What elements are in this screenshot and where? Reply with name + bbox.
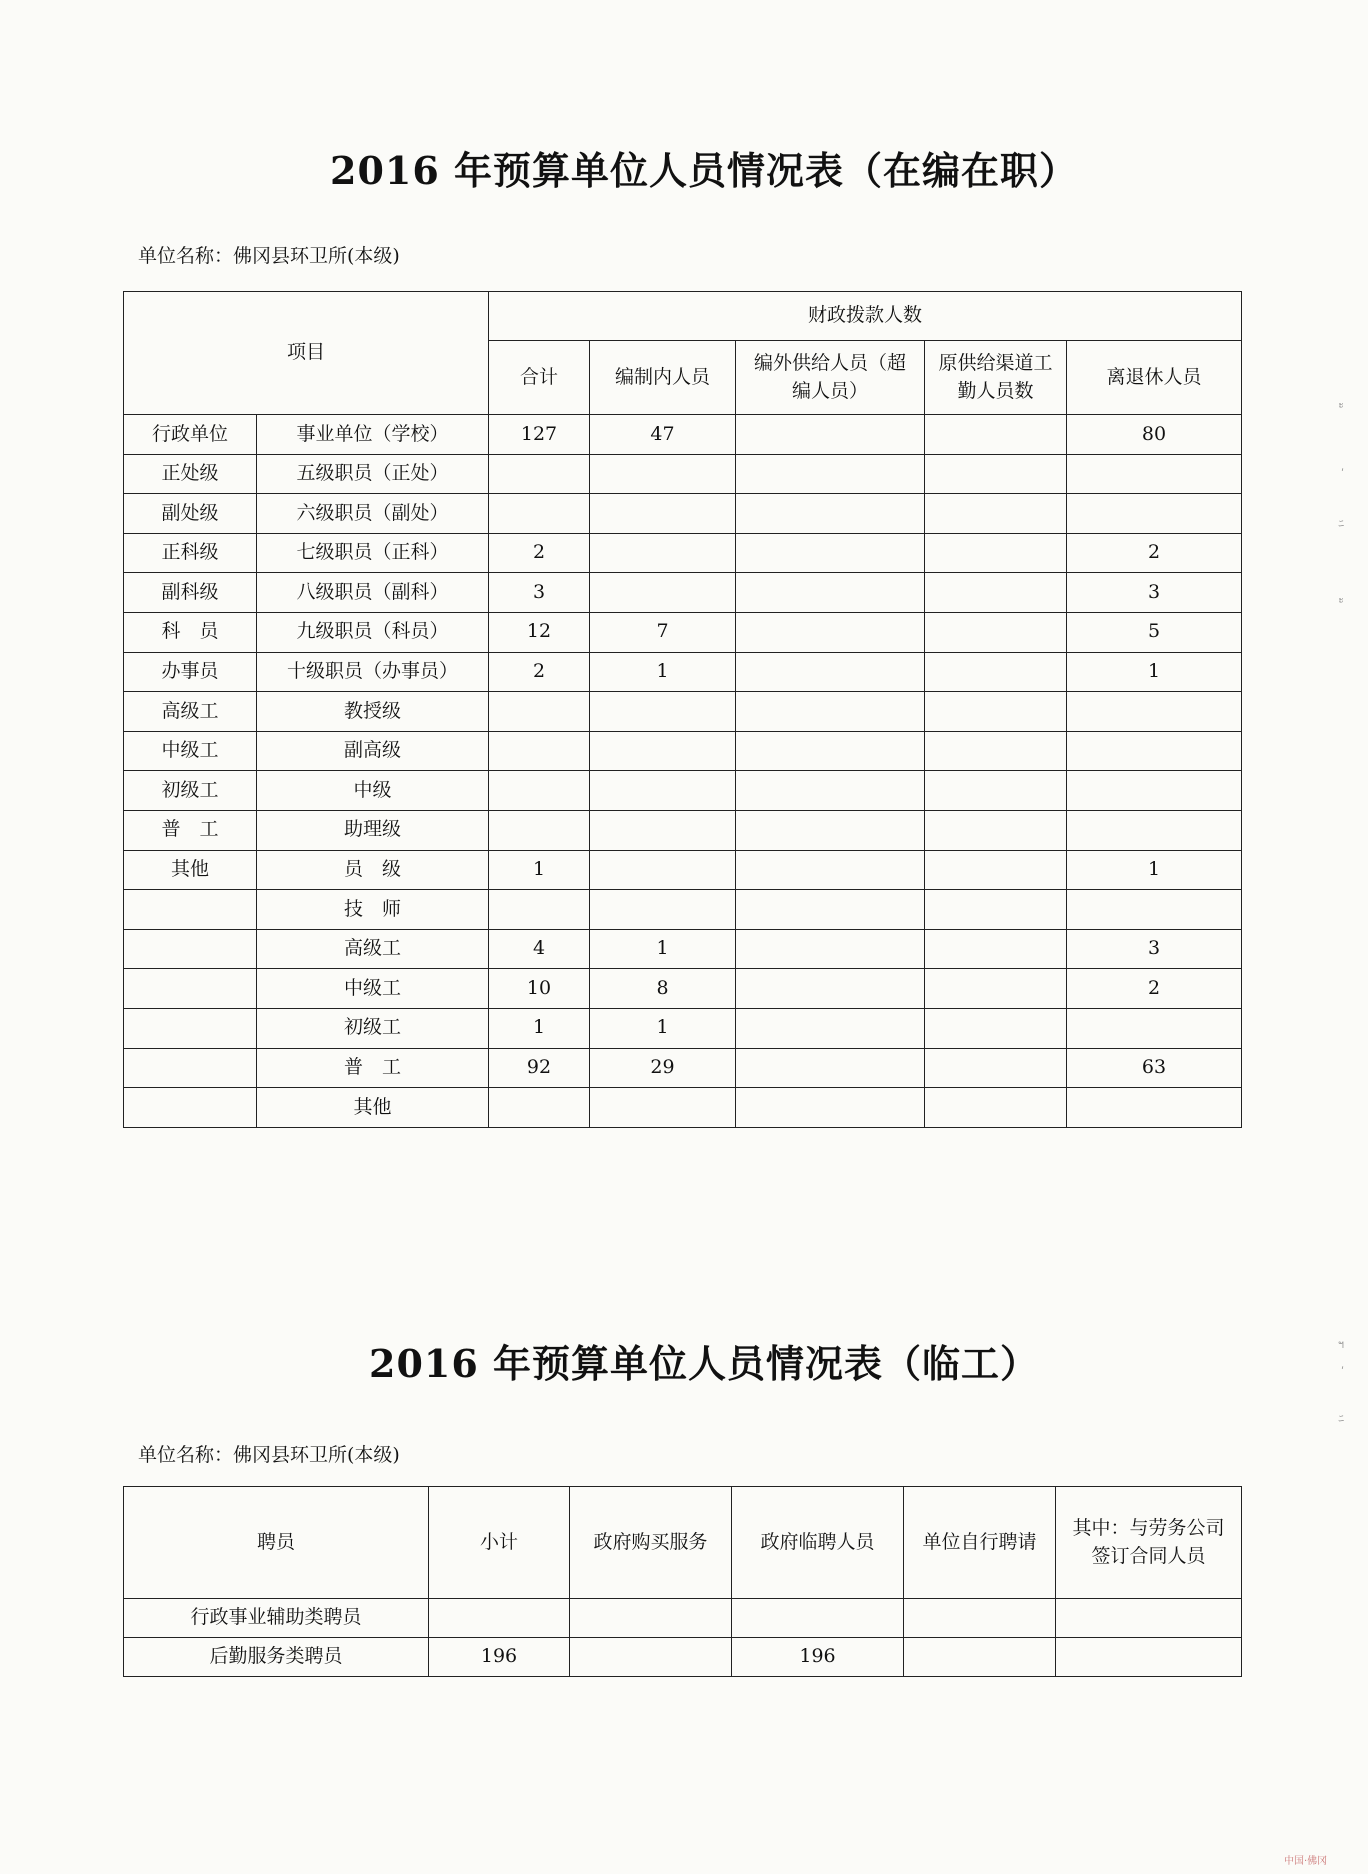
cell-extra <box>736 415 925 455</box>
row-label: 后勤服务类聘员 <box>124 1638 429 1677</box>
cell-total <box>489 810 590 850</box>
cell-retired: 80 <box>1067 415 1242 455</box>
cell-workers <box>925 1048 1067 1088</box>
cell-staff: 47 <box>590 415 736 455</box>
row-category: 正科级 <box>124 533 257 573</box>
scan-mark: ﾆ <box>1338 1412 1344 1425</box>
table-row <box>124 1599 1242 1638</box>
cell-workers <box>925 929 1067 969</box>
header-col-total: 合计 <box>489 341 590 415</box>
row-category: 中级工 <box>124 731 257 771</box>
table2-title: 2016 年预算单位人员情况表（临工） <box>369 1341 1039 1386</box>
cell-workers <box>925 731 1067 771</box>
cell-total: 10 <box>489 969 590 1009</box>
scan-mark: ะ <box>1338 398 1344 411</box>
row-category <box>124 929 257 969</box>
row-grade: 事业单位（学校） <box>257 415 489 455</box>
cell-extra <box>736 454 925 494</box>
cell-workers <box>925 454 1067 494</box>
row-grade: 助理级 <box>257 810 489 850</box>
cell-extra <box>736 1008 925 1048</box>
row-category: 正处级 <box>124 454 257 494</box>
cell-staff: 1 <box>590 929 736 969</box>
row-category: 副处级 <box>124 494 257 534</box>
cell-gov-temp: 196 <box>732 1638 904 1677</box>
table-row <box>124 533 1242 573</box>
cell-self-hire <box>904 1638 1056 1677</box>
cell-extra <box>736 850 925 890</box>
cell-workers <box>925 771 1067 811</box>
row-category: 科 员 <box>124 612 257 652</box>
cell-extra <box>736 771 925 811</box>
cell-total <box>489 454 590 494</box>
row-category <box>124 1088 257 1128</box>
cell-retired: 63 <box>1067 1048 1242 1088</box>
cell-retired: 1 <box>1067 850 1242 890</box>
table-row <box>124 850 1242 890</box>
cell-workers <box>925 1008 1067 1048</box>
scan-mark: ʹ <box>1340 467 1344 480</box>
table-row <box>124 771 1242 811</box>
cell-subtotal <box>429 1599 570 1638</box>
cell-total <box>489 731 590 771</box>
header-labor-contract: 其中：与劳务公司签订合同人员 <box>1056 1487 1242 1599</box>
cell-staff <box>590 890 736 930</box>
cell-extra <box>736 494 925 534</box>
header-col-extra: 编外供给人员（超编人员） <box>736 341 925 415</box>
cell-staff <box>590 692 736 732</box>
row-grade: 中级 <box>257 771 489 811</box>
cell-total: 1 <box>489 1008 590 1048</box>
cell-total <box>489 494 590 534</box>
row-grade: 初级工 <box>257 1008 489 1048</box>
table-row <box>124 929 1242 969</box>
cell-workers <box>925 692 1067 732</box>
cell-total: 3 <box>489 573 590 613</box>
row-grade: 十级职员（办事员） <box>257 652 489 692</box>
cell-staff <box>590 810 736 850</box>
cell-workers <box>925 612 1067 652</box>
row-grade: 九级职员（科员） <box>257 612 489 652</box>
cell-staff: 29 <box>590 1048 736 1088</box>
cell-extra <box>736 810 925 850</box>
row-grade: 其他 <box>257 1088 489 1128</box>
cell-extra <box>736 1088 925 1128</box>
cell-total: 127 <box>489 415 590 455</box>
cell-retired <box>1067 454 1242 494</box>
header-gov-temp: 政府临聘人员 <box>732 1487 904 1599</box>
table1-unit-label: 单位名称：佛冈县环卫所(本级) <box>138 245 400 267</box>
cell-total: 2 <box>489 533 590 573</box>
row-grade: 七级职员（正科） <box>257 533 489 573</box>
row-grade: 普 工 <box>257 1048 489 1088</box>
table-row <box>124 652 1242 692</box>
cell-total: 4 <box>489 929 590 969</box>
cell-extra <box>736 533 925 573</box>
cell-gov-temp <box>732 1599 904 1638</box>
table-row <box>124 1638 1242 1677</box>
table-row <box>124 890 1242 930</box>
cell-extra <box>736 612 925 652</box>
table-row <box>124 494 1242 534</box>
cell-extra <box>736 1048 925 1088</box>
header-col-retired: 离退休人员 <box>1067 341 1242 415</box>
row-category <box>124 1008 257 1048</box>
staff-table-regular <box>123 291 1242 1128</box>
cell-workers <box>925 652 1067 692</box>
cell-retired <box>1067 890 1242 930</box>
cell-workers <box>925 810 1067 850</box>
row-label: 行政事业辅助类聘员 <box>124 1599 429 1638</box>
header-hire: 聘员 <box>124 1487 429 1599</box>
row-category: 高级工 <box>124 692 257 732</box>
scan-mark: ʹ <box>1340 1365 1344 1378</box>
row-grade: 员 级 <box>257 850 489 890</box>
row-category: 普 工 <box>124 810 257 850</box>
cell-total: 2 <box>489 652 590 692</box>
cell-extra <box>736 692 925 732</box>
row-category <box>124 890 257 930</box>
table-row <box>124 573 1242 613</box>
cell-extra <box>736 652 925 692</box>
cell-extra <box>736 969 925 1009</box>
cell-self-hire <box>904 1599 1056 1638</box>
cell-workers <box>925 1088 1067 1128</box>
cell-gov-purchase <box>570 1599 732 1638</box>
cell-staff: 8 <box>590 969 736 1009</box>
header-item: 项目 <box>124 292 489 415</box>
cell-gov-purchase <box>570 1638 732 1677</box>
row-category: 副科级 <box>124 573 257 613</box>
staff-table-temporary <box>123 1486 1242 1677</box>
scan-mark: ﾆ <box>1338 517 1344 530</box>
row-category: 办事员 <box>124 652 257 692</box>
cell-retired <box>1067 494 1242 534</box>
cell-total <box>489 1088 590 1128</box>
cell-retired <box>1067 692 1242 732</box>
row-category <box>124 1048 257 1088</box>
cell-workers <box>925 573 1067 613</box>
cell-extra <box>736 573 925 613</box>
header-fiscal-group: 财政拨款人数 <box>489 292 1242 341</box>
cell-extra <box>736 929 925 969</box>
cell-total: 12 <box>489 612 590 652</box>
row-grade: 副高级 <box>257 731 489 771</box>
row-grade: 技 师 <box>257 890 489 930</box>
table2-unit-label: 单位名称：佛冈县环卫所(本级) <box>138 1444 400 1466</box>
table-row <box>124 1048 1242 1088</box>
row-grade: 五级职员（正处） <box>257 454 489 494</box>
cell-workers <box>925 415 1067 455</box>
cell-workers <box>925 850 1067 890</box>
cell-retired <box>1067 1088 1242 1128</box>
row-category: 其他 <box>124 850 257 890</box>
table-row <box>124 1088 1242 1128</box>
table-row <box>124 810 1242 850</box>
header-subtotal: 小计 <box>429 1487 570 1599</box>
cell-workers <box>925 533 1067 573</box>
header-self-hire: 单位自行聘请 <box>904 1487 1056 1599</box>
cell-retired <box>1067 810 1242 850</box>
cell-staff <box>590 533 736 573</box>
row-grade: 八级职员（副科） <box>257 573 489 613</box>
cell-workers <box>925 494 1067 534</box>
corner-stamp: 中国·佛冈 <box>1284 1856 1328 1867</box>
cell-retired: 3 <box>1067 929 1242 969</box>
table-row <box>124 692 1242 732</box>
cell-retired <box>1067 1008 1242 1048</box>
cell-retired: 5 <box>1067 612 1242 652</box>
row-grade: 高级工 <box>257 929 489 969</box>
cell-staff <box>590 731 736 771</box>
table-row <box>124 731 1242 771</box>
cell-retired: 2 <box>1067 969 1242 1009</box>
table-row <box>124 454 1242 494</box>
table-row <box>124 415 1242 455</box>
cell-workers <box>925 890 1067 930</box>
table-row <box>124 1008 1242 1048</box>
row-category: 初级工 <box>124 771 257 811</box>
scan-mark: ะ <box>1338 593 1344 606</box>
header-col-workers: 原供给渠道工勤人员数 <box>925 341 1067 415</box>
table-row <box>124 612 1242 652</box>
cell-staff <box>590 494 736 534</box>
cell-subtotal: 196 <box>429 1638 570 1677</box>
cell-total <box>489 890 590 930</box>
cell-total: 92 <box>489 1048 590 1088</box>
cell-labor-contract <box>1056 1599 1242 1638</box>
cell-labor-contract <box>1056 1638 1242 1677</box>
row-category <box>124 969 257 1009</box>
cell-staff: 7 <box>590 612 736 652</box>
row-grade: 六级职员（副处） <box>257 494 489 534</box>
cell-total: 1 <box>489 850 590 890</box>
cell-workers <box>925 969 1067 1009</box>
cell-extra <box>736 890 925 930</box>
cell-extra <box>736 731 925 771</box>
header-gov-purchase: 政府购买服务 <box>570 1487 732 1599</box>
cell-retired: 1 <box>1067 652 1242 692</box>
cell-retired: 3 <box>1067 573 1242 613</box>
cell-retired: 2 <box>1067 533 1242 573</box>
header-col-staff: 编制内人员 <box>590 341 736 415</box>
cell-staff <box>590 850 736 890</box>
cell-retired <box>1067 771 1242 811</box>
cell-staff: 1 <box>590 652 736 692</box>
table-row <box>124 969 1242 1009</box>
cell-staff: 1 <box>590 1008 736 1048</box>
cell-staff <box>590 573 736 613</box>
row-category: 行政单位 <box>124 415 257 455</box>
row-grade: 中级工 <box>257 969 489 1009</box>
scan-mark: ฯ <box>1337 1338 1344 1351</box>
table1-title: 2016 年预算单位人员情况表（在编在职） <box>330 148 1078 193</box>
cell-staff <box>590 771 736 811</box>
cell-staff <box>590 454 736 494</box>
cell-total <box>489 692 590 732</box>
cell-total <box>489 771 590 811</box>
cell-retired <box>1067 731 1242 771</box>
cell-staff <box>590 1088 736 1128</box>
row-grade: 教授级 <box>257 692 489 732</box>
